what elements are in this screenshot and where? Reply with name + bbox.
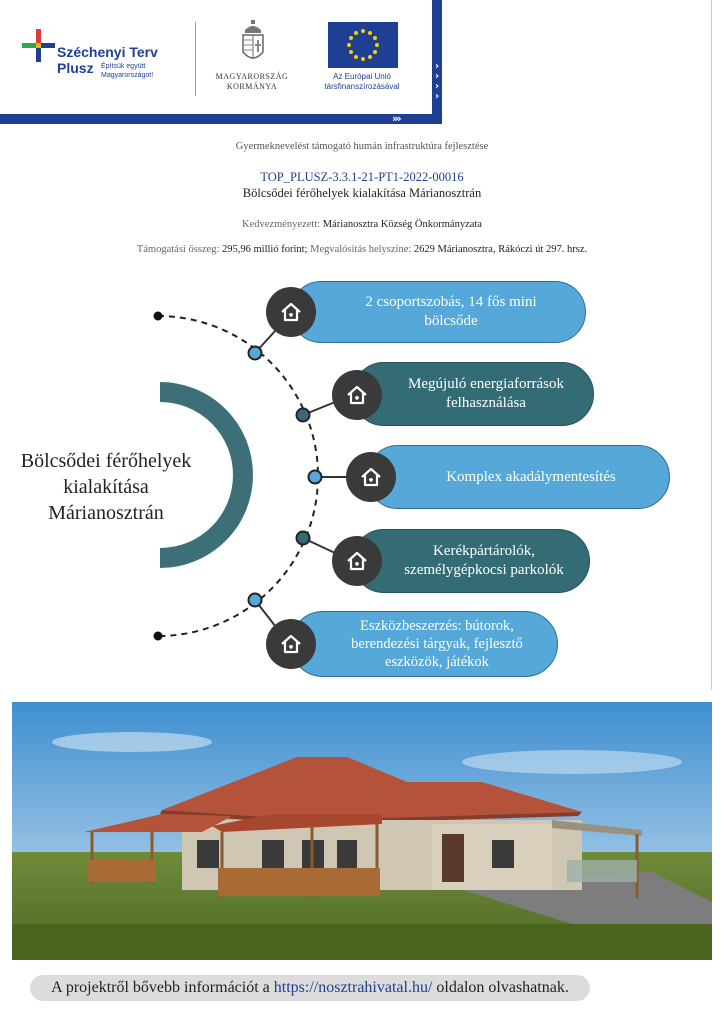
funding-value: 295,96 millió forint; bbox=[222, 244, 308, 255]
funding-line bbox=[0, 244, 724, 255]
feature-text-2: Megújuló energiaforrások felhasználása bbox=[408, 376, 564, 411]
project-code: TOP_PLUSZ-3.3.1-21-PT1-2022-00016 bbox=[260, 170, 464, 184]
house-icon bbox=[332, 370, 382, 420]
project-title: Bölcsődei férőhelyek kialakítása Márianosztrán bbox=[242, 186, 482, 200]
szechenyi-slogan: Építsük együtt Magyarországot! bbox=[101, 63, 154, 79]
szechenyi-title: Széchenyi Terv bbox=[57, 44, 158, 60]
node-dot-5 bbox=[249, 594, 262, 607]
szechenyi-cross-icon bbox=[22, 29, 56, 63]
header-bottom-bar bbox=[0, 114, 440, 124]
feature-pill-4 bbox=[352, 529, 590, 593]
feature-pill-5 bbox=[290, 611, 558, 677]
diagram-center-title: Bölcsődei férőhelyek kialakítása Márianosztrán bbox=[20, 450, 192, 524]
footer-info bbox=[30, 975, 590, 1001]
coat-of-arms-icon bbox=[240, 20, 266, 68]
feature-text-1: 2 csoportszobás, 14 fős mini bölcsőde bbox=[365, 294, 537, 329]
szechenyi-plus: Plusz bbox=[57, 60, 94, 76]
eu-label: Az Európai Unió társfinanszírozásával bbox=[324, 72, 400, 91]
node-dot-3 bbox=[309, 471, 322, 484]
location-value: 2629 Márianosztra, Rákóczi út 297. hrsz. bbox=[413, 244, 588, 255]
footer-text-after: oldalon olvashatnak. bbox=[436, 979, 569, 996]
feature-pill-1 bbox=[290, 281, 586, 343]
arc-end-dot-bottom bbox=[154, 632, 163, 641]
node-dot-4 bbox=[297, 532, 310, 545]
node-dot-2 bbox=[297, 409, 310, 422]
government-label: MAGYARORSZÁG KORMÁNYA bbox=[215, 72, 289, 91]
feature-text-4: Kerékpártárolók, személygépkocsi parkolók bbox=[404, 543, 564, 578]
beneficiary-value: Márianosztra Község Önkormányzata bbox=[322, 219, 482, 230]
beneficiary-line bbox=[0, 219, 724, 230]
beneficiary-label: Kedvezményezett: bbox=[242, 219, 321, 230]
eu-flag-icon bbox=[328, 22, 398, 68]
house-icon bbox=[266, 619, 316, 669]
project-subtitle: Gyermeknevelést támogató humán infrastruktúra fejlesztése bbox=[235, 141, 489, 152]
node-dot-1 bbox=[249, 347, 262, 360]
feature-text-5: Eszközbeszerzés: bútorok, berendezési tárgyak, fejlesztő eszközök, játékok bbox=[351, 618, 523, 670]
chevron-vertical-icon: › › › › bbox=[434, 61, 440, 102]
funding-label: Támogatási összeg: bbox=[136, 244, 220, 255]
feature-text-3: Komplex akadálymentesítés bbox=[446, 468, 616, 485]
feature-pill-3 bbox=[366, 445, 670, 509]
header-divider bbox=[195, 22, 196, 96]
footer-website-link[interactable]: https://nosztrahivatal.hu/ bbox=[273, 979, 433, 996]
feature-pill-2 bbox=[352, 362, 594, 426]
chevron-decoration-icon: ››› bbox=[392, 112, 400, 125]
house-icon bbox=[332, 536, 382, 586]
building-rendering-image bbox=[12, 702, 712, 960]
arc-end-dot-top bbox=[154, 312, 163, 321]
house-icon bbox=[346, 452, 396, 502]
location-label: Megvalósítás helyszíne: bbox=[310, 244, 412, 255]
footer-text-before: A projektről bővebb információt a bbox=[51, 979, 270, 996]
house-icon bbox=[266, 287, 316, 337]
